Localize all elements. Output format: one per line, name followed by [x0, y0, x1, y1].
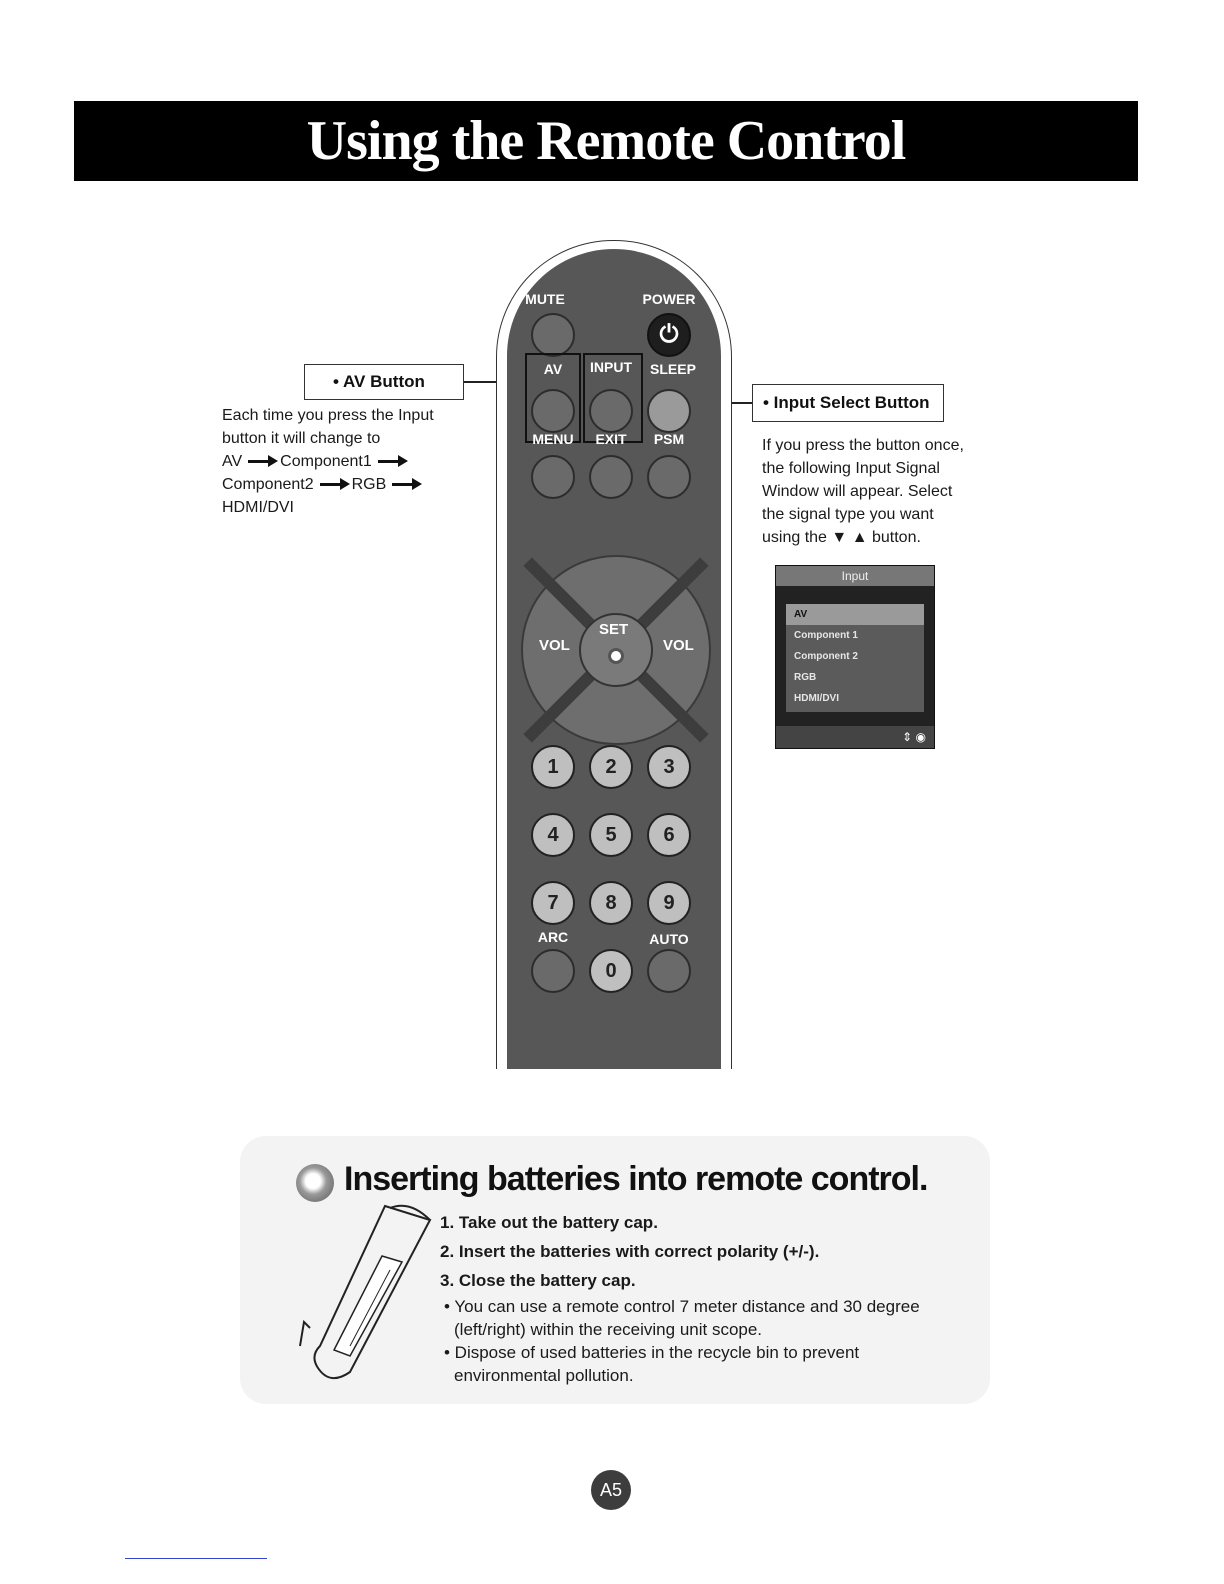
- exit-button[interactable]: [589, 455, 633, 499]
- input-option-component1[interactable]: Component 1: [794, 630, 858, 641]
- input-option-rgb[interactable]: RGB: [794, 672, 817, 683]
- input-desc-text: button.: [871, 529, 921, 546]
- mute-button[interactable]: [531, 313, 575, 357]
- number-label: 7: [547, 891, 559, 914]
- input-sequence: [222, 473, 482, 496]
- input-label: INPUT: [590, 359, 632, 375]
- number-label: 2: [605, 755, 617, 778]
- number-0-button[interactable]: [589, 949, 633, 993]
- psm-label: PSM: [653, 431, 685, 447]
- vol-up-label: VOL: [663, 637, 694, 654]
- sequence-item: Component1: [280, 453, 372, 470]
- av-button-callout-label: • AV Button: [333, 372, 425, 391]
- power-icon: ⏻: [659, 321, 679, 348]
- page-title: Using the Remote Control: [306, 110, 906, 172]
- av-highlight: [525, 353, 581, 443]
- input-highlight: [583, 353, 643, 443]
- battery-step: 3. Close the battery cap.: [440, 1271, 636, 1290]
- menu-label: MENU: [532, 431, 574, 447]
- input-desc-line: the signal type you want: [762, 506, 934, 523]
- number-label: 0: [605, 959, 617, 982]
- title-banner: [74, 101, 1138, 181]
- menu-button[interactable]: [531, 455, 575, 499]
- battery-note: • You can use a remote control 7 meter distance and 30 degree (left/right) within the receiving unit scope.: [444, 1297, 920, 1339]
- input-window-list: [786, 604, 924, 712]
- number-5-button[interactable]: [589, 813, 633, 857]
- battery-instructions-panel: [240, 1136, 990, 1404]
- power-label: POWER: [642, 291, 696, 307]
- number-3-button[interactable]: [647, 745, 691, 789]
- remote-battery-illustration-icon: [290, 1196, 440, 1386]
- number-7-button[interactable]: [531, 881, 575, 925]
- sequence-item: AV: [222, 453, 243, 470]
- sleep-label: SLEEP: [650, 361, 696, 377]
- number-1-button[interactable]: [531, 745, 575, 789]
- number-label: 3: [663, 755, 675, 778]
- set-button[interactable]: [579, 613, 653, 687]
- sequence-item: Component2: [222, 476, 314, 493]
- exit-label: EXIT: [595, 431, 627, 447]
- remote-control: [496, 240, 732, 1068]
- input-option-av[interactable]: AV: [786, 604, 924, 625]
- number-6-button[interactable]: [647, 813, 691, 857]
- number-label: 5: [605, 823, 617, 846]
- input-option-component2[interactable]: Component 2: [794, 651, 858, 662]
- number-label: 1: [547, 755, 559, 778]
- arrow-right-icon: [320, 483, 346, 486]
- arc-label: ARC: [537, 929, 569, 945]
- arc-button[interactable]: [531, 949, 575, 993]
- set-dot-icon: [608, 648, 624, 664]
- av-button-callout: [304, 364, 464, 400]
- battery-step: 1. Take out the battery cap.: [440, 1213, 658, 1232]
- page-number-badge: [591, 1470, 631, 1510]
- arrow-right-icon: [392, 483, 418, 486]
- input-signal-window: [775, 565, 935, 749]
- av-desc-line: button it will change to: [222, 430, 381, 447]
- number-8-button[interactable]: [589, 881, 633, 925]
- av-label: AV: [543, 361, 563, 377]
- battery-note: • Dispose of used batteries in the recycle bin to prevent environmental pollution.: [444, 1343, 860, 1385]
- up-triangle-icon: ▲: [851, 529, 868, 546]
- av-button-description: [222, 404, 482, 519]
- number-9-button[interactable]: [647, 881, 691, 925]
- number-label: 4: [547, 823, 559, 846]
- number-label: 9: [663, 891, 675, 914]
- input-option-hdmi-dvi[interactable]: HDMI/DVI: [794, 693, 839, 704]
- sequence-item: HDMI/DVI: [222, 499, 294, 516]
- arrow-right-icon: [378, 460, 404, 463]
- sleep-button[interactable]: [647, 389, 691, 433]
- input-desc-line: If you press the button once,: [762, 437, 964, 454]
- number-label: 8: [605, 891, 617, 914]
- number-label: 6: [663, 823, 675, 846]
- input-select-callout: [752, 384, 944, 422]
- footer-rule: [125, 1558, 267, 1559]
- input-desc-line: Window will appear. Select: [762, 483, 953, 500]
- number-2-button[interactable]: [589, 745, 633, 789]
- power-button[interactable]: [647, 313, 691, 357]
- input-window-footer: ⇕ ◉: [776, 726, 934, 748]
- av-desc-line: Each time you press the Input: [222, 407, 434, 424]
- navigation-pad[interactable]: [521, 555, 711, 745]
- auto-button[interactable]: [647, 949, 691, 993]
- input-select-callout-label: • Input Select Button: [763, 393, 930, 412]
- number-4-button[interactable]: [531, 813, 575, 857]
- remote-body: [496, 240, 732, 1069]
- battery-section-title: Inserting batteries into remote control.: [344, 1160, 928, 1198]
- sequence-item: RGB: [351, 476, 387, 493]
- set-label: SET: [599, 621, 629, 638]
- arrow-right-icon: [248, 460, 274, 463]
- input-desc-line: the following Input Signal: [762, 460, 940, 477]
- input-select-description: [762, 434, 1012, 549]
- auto-label: AUTO: [649, 931, 689, 947]
- down-triangle-icon: ▼: [831, 529, 848, 546]
- input-window-title: Input: [776, 566, 934, 586]
- psm-button[interactable]: [647, 455, 691, 499]
- battery-step: 2. Insert the batteries with correct polarity (+/-).: [440, 1242, 820, 1261]
- input-desc-line: [762, 526, 1012, 549]
- page-number: A5: [599, 1479, 623, 1500]
- battery-steps: [440, 1208, 960, 1387]
- input-desc-text: using the: [762, 529, 827, 546]
- vol-down-label: VOL: [539, 637, 570, 654]
- input-sequence: [222, 450, 482, 473]
- mute-label: MUTE: [525, 291, 565, 307]
- remote-face: [507, 249, 721, 1069]
